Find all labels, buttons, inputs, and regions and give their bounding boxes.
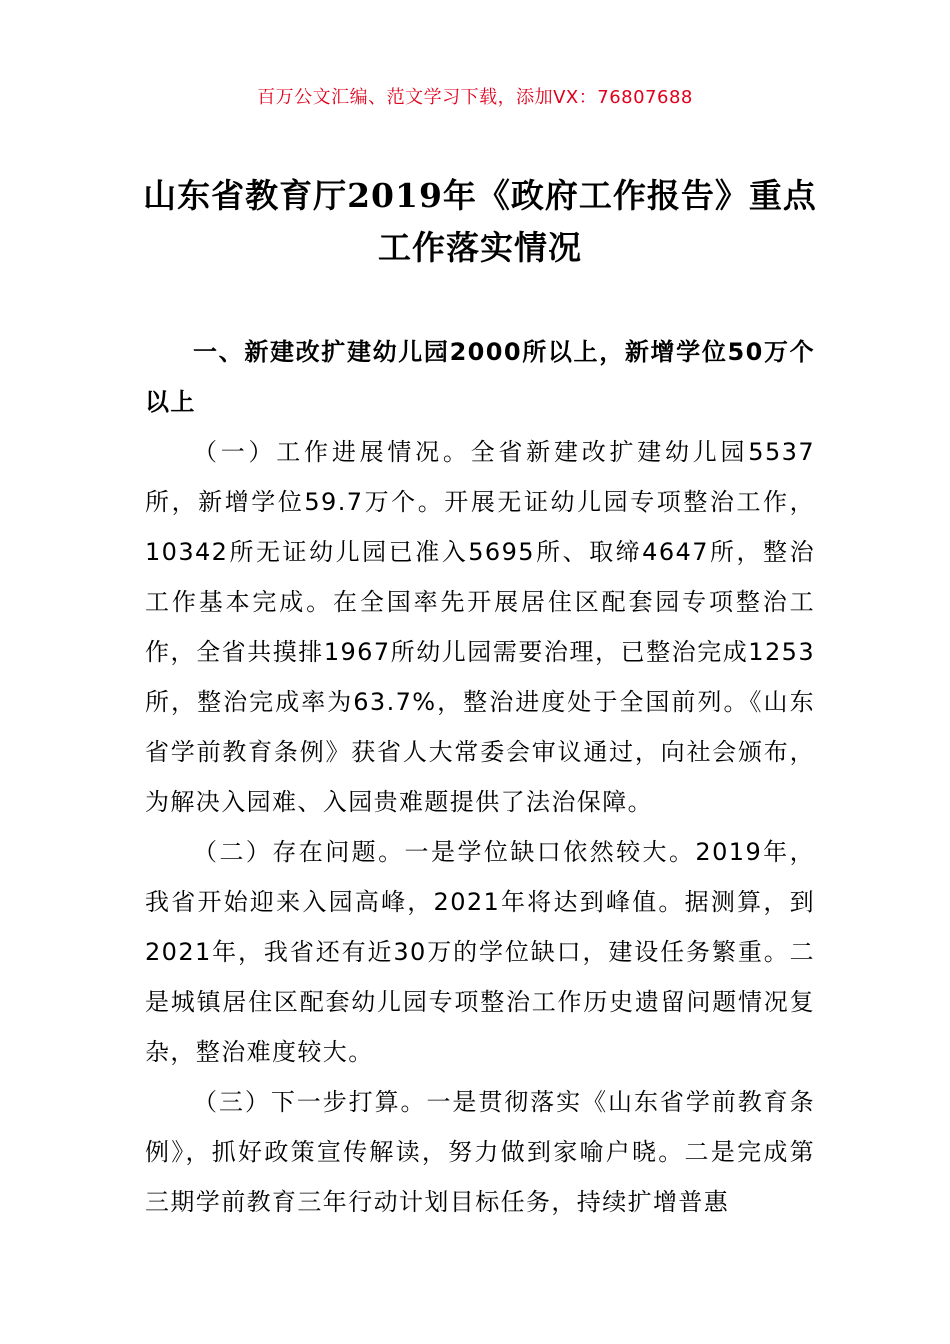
document-title: 山东省教育厅2019年《政府工作报告》重点工作落实情况 xyxy=(143,176,817,267)
paragraph-progress: （一）工作进展情况。全省新建改扩建幼儿园5537所，新增学位59.7万个。开展无证幼儿园专项整治工作，10342所无证幼儿园已准入5695所、取缔4647所，整治工作基本完成。在全国率先开展居住区配套园专项整治工作，全省共摸排1967所幼儿园需要治理，已整治完成1253所，整治完成率为63.7%，整治进度处于全国前列。《山东省学前教育条例》获省人大常委会审议通过，向社会颁布，为解决入园难、入园贵难题提供了法治保障。 xyxy=(145,438,815,816)
document-body xyxy=(145,327,815,1227)
section-heading: 一、新建改扩建幼儿园2000所以上，新增学位50万个以上 xyxy=(145,338,815,416)
header-banner: 百万公文汇编、范文学习下载，添加VX：76807688 xyxy=(257,87,693,108)
paragraph-problems: （二）存在问题。一是学位缺口依然较大。2019年，我省开始迎来入园高峰，2021年将达到峰值。据测算，到2021年，我省还有近30万的学位缺口，建设任务繁重。二是城镇居住区配套幼儿园专项整治工作历史遗留问题情况复杂，整治难度较大。 xyxy=(145,838,815,1066)
paragraph-next-steps: （三）下一步打算。一是贯彻落实《山东省学前教育条例》，抓好政策宣传解读，努力做到家喻户晓。二是完成第三期学前教育三年行动计划目标任务，持续扩增普惠 xyxy=(145,1088,815,1216)
